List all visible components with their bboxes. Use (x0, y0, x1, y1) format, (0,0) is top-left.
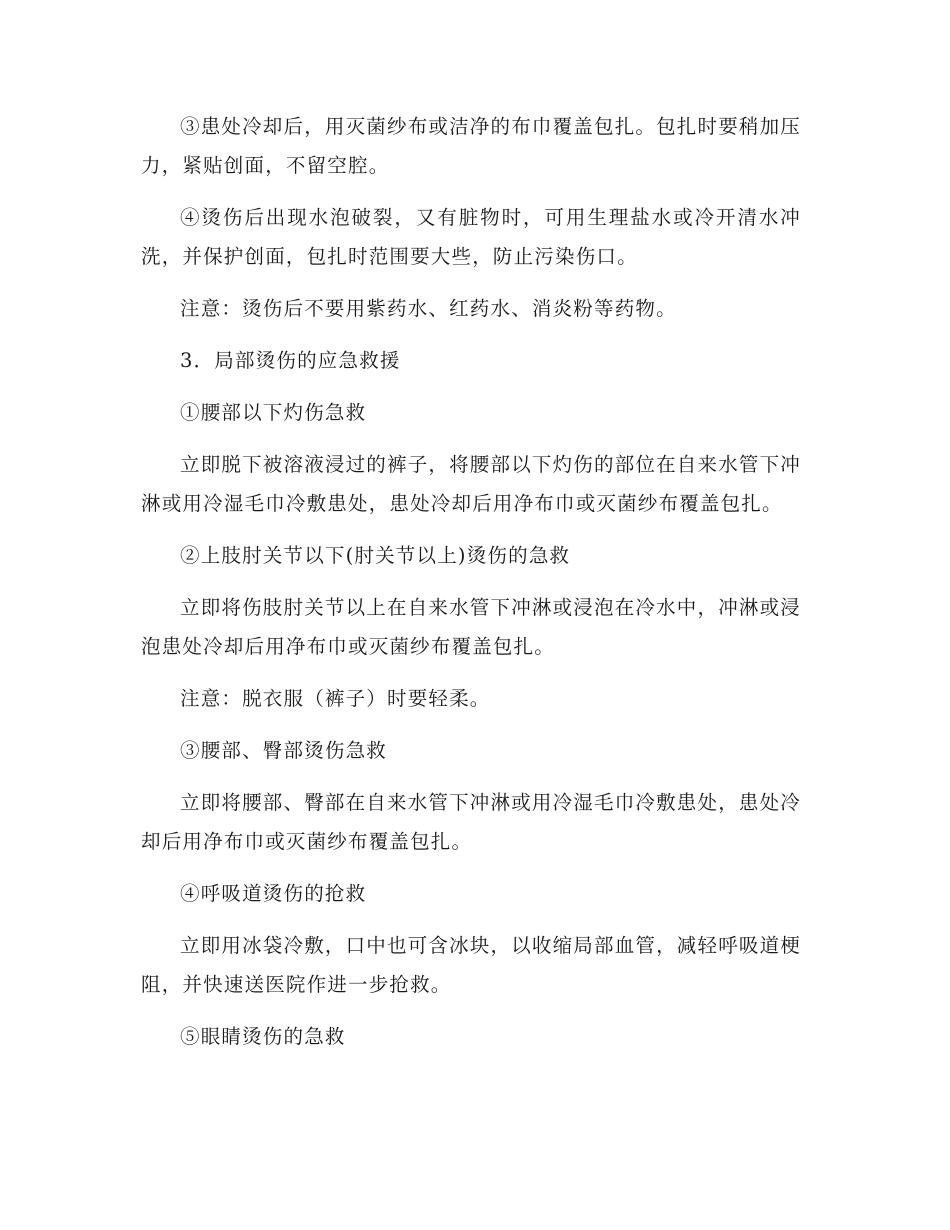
paragraph-below-waist: 立即脱下被溶液浸过的裤子，将腰部以下灼伤的部位在自来水管下冲淋或用冷湿毛巾冷敷患处，患处冷却后用净布巾或灭菌纱布覆盖包扎。 (141, 453, 802, 515)
paragraph-note-medication: 注意：烫伤后不要用紫药水、红药水、消炎粉等药物。 (180, 297, 677, 320)
paragraph-step-4-blister: ④烫伤后出现水泡破裂，又有脏物时，可用生理盐水或冷开清水冲洗，并保护创面，包扎时范围要大些，防止污染伤口。 (141, 206, 801, 268)
paragraph-respiratory: 立即用冰袋冷敷，口中也可含冰块，以收缩局部血管，减轻呼吸道梗阻，并快速送医院作进一步抢救。 (141, 934, 802, 996)
subheading-upper-limb: ②上肢肘关节以下(肘关节以上)烫伤的急救 (180, 544, 571, 567)
paragraph-waist-hip: 立即将腰部、臀部在自来水管下冲淋或用冷湿毛巾冷敷患处，患处冷却后用净布巾或灭菌纱布覆盖包扎。 (141, 791, 802, 853)
paragraph-step-3-bandage: ③患处冷却后，用灭菌纱布或洁净的布巾覆盖包扎。包扎时要稍加压力，紧贴创面，不留空腔。 (141, 115, 802, 177)
subheading-eye: ⑤眼睛烫伤的急救 (180, 1025, 346, 1048)
section-heading-local-burns: 3．局部烫伤的应急救援 (180, 349, 401, 372)
document-page (141, 107, 801, 1069)
paragraph-upper-limb: 立即将伤肢肘关节以上在自来水管下冲淋或浸泡在冷水中，冲淋或浸泡患处冷却后用净布巾或灭菌纱布覆盖包扎。 (141, 596, 802, 658)
subheading-waist-hip: ③腰部、臀部烫伤急救 (180, 739, 388, 762)
subheading-below-waist: ①腰部以下灼伤急救 (180, 401, 367, 424)
subheading-respiratory: ④呼吸道烫伤的抢救 (180, 882, 367, 905)
paragraph-note-undress: 注意：脱衣服（裤子）时要轻柔。 (180, 687, 491, 710)
